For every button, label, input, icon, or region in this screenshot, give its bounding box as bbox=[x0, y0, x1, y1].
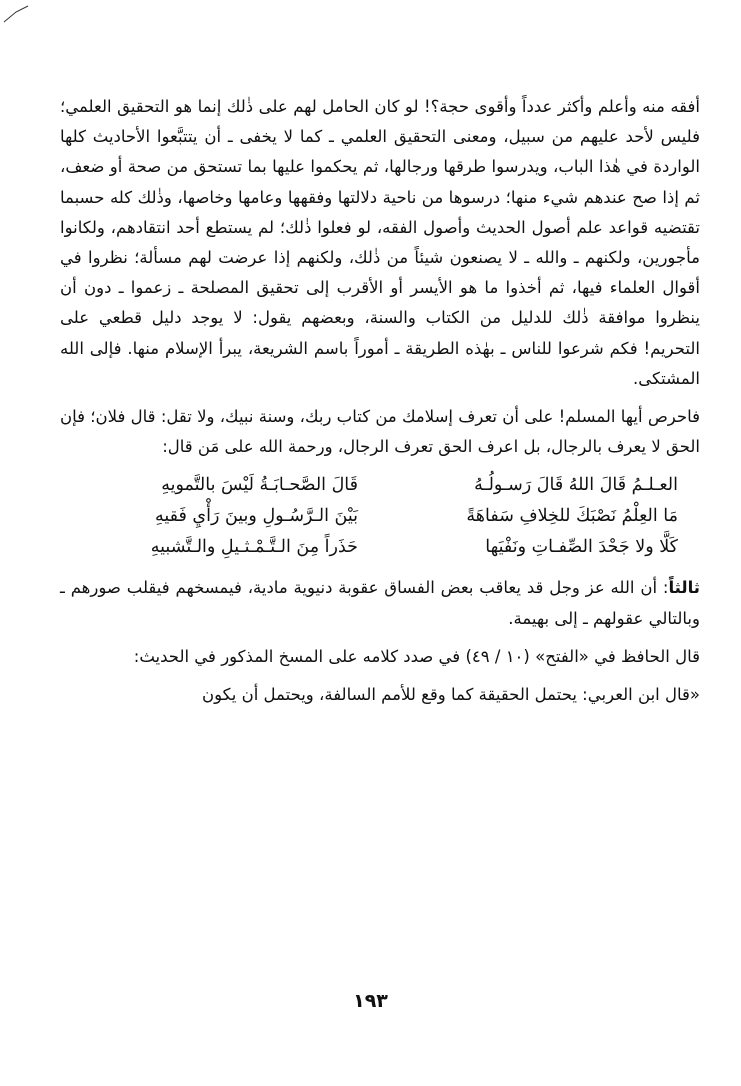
corner-mark bbox=[2, 4, 32, 24]
thirdly-label: ثالثاً bbox=[668, 578, 700, 598]
poem-verse-2-first: مَا العِلْمُ نَصْبَكَ للخِلافِ سَفاهَةً bbox=[466, 506, 678, 527]
page-body bbox=[60, 92, 700, 710]
poem bbox=[78, 470, 678, 563]
poem-verse-3-first: كَلَّا ولا جَحْدَ الصِّفـاتِ ونَفْيَها bbox=[485, 537, 678, 558]
page-number: ١٩٣ bbox=[353, 990, 388, 1012]
paragraph-fath-quote: قال الحافظ في «الفتح» (١٠ / ٤٩) في صدد كلامه على المسخ المذكور في الحديث: bbox=[133, 646, 700, 666]
poem-verse-1-second: قَالَ الصَّحـابَـةُ لَيْسَ بالتَّمويهِ bbox=[161, 475, 358, 496]
poem-verse-1-first: العـلـمُ قَالَ اللهُ قَالَ رَسـولُـهُ bbox=[474, 475, 678, 496]
paragraph-thirdly bbox=[60, 573, 700, 633]
poem-verse-3-second: حَذَراً مِنَ الـتَّـمْـثـيلِ والـتَّشبيهِ bbox=[150, 537, 358, 558]
poem-verse-2-second: بَيْنَ الـرَّسُـولِ وبينَ رَأْيِ فَقيهِ bbox=[154, 506, 358, 527]
paragraph-ibn-arabi: «قال ابن العربي: يحتمل الحقيقة كما وقع للأمم السالفة، ويحتمل أن يكون bbox=[202, 685, 700, 705]
paragraph-tahqiq: أفقه منه وأعلم وأكثر عدداً وأقوى حجة؟! لو كان الحامل لهم على ذٰلك إنما هو التحقيق العلمي؛ فليس لأحد عليهم من سبيل، ومعنى التحقيق العلمي ـ كما لا يخفى ـ أن يتتبَّعوا الأحاديث كلها الواردة في هٰذا الباب، ويدرسوا طرقها ورجالها، ثم يحكموا عليها بما تستحق من صحة أو ضعف، ثم إذا صح عندهم شيء منها؛ درسوها من ناحية دلالتها وفقهها وعامها وخاصها، وذٰلك كله حسبما تقتضيه قواعد علم أصول الحديث وأصول الفقه، لو فعلوا ذٰلك؛ لم يستطع أحد انتقادهم، ولكانوا مأجورين، ولكنهم ـ والله ـ لا يصنعون شيئاً من ذٰلك، ولكنهم إذا عرضت لهم مسألة؛ نظروا في أقوال العلماء فيها، ثم أخذوا ما هو الأيسر أو الأقرب إلى تحقيق المصلحة ـ زعموا ـ دون أن ينظروا موافقة ذٰلك للدليل من الكتاب والسنة، وبعضهم يقول: لا يوجد دليل قطعي على التحريم! فكم شرعوا للناس ـ بهٰذه الطريقة ـ أموراً باسم الشريعة، يبرأ الإسلام منها. فإلى الله المشتكى. bbox=[60, 97, 700, 388]
thirdly-text: : أن الله عز وجل قد يعاقب بعض الفساق عقوبة دنيوية مادية، فيمسخهم فيقلب صورهم ـ وبالتالي عقولهم ـ إلى بهيمة. bbox=[60, 578, 700, 628]
paragraph-advice: فاحرص أيها المسلم! على أن تعرف إسلامك من كتاب ربك، وسنة نبيك، ولا تقل: قال فلان؛ فإن الحق لا يعرف بالرجال، بل اعرف الحق تعرف الرجال، ورحمة الله على مَن قال: bbox=[60, 407, 700, 457]
